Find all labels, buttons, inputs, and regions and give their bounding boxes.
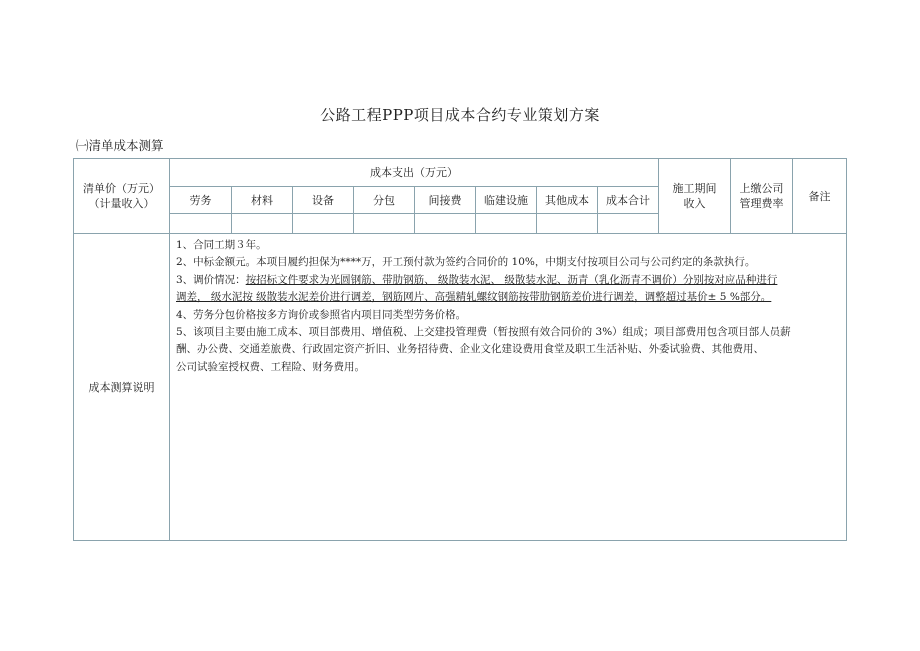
- desc-label: 成本测算说明: [74, 234, 170, 541]
- header-management-fee: 上缴公司 管理费率: [731, 159, 793, 234]
- cell-labor: [170, 214, 232, 234]
- cell-temporary: [476, 214, 537, 234]
- cell-indirect: [415, 214, 476, 234]
- subheader-total: 成本合计: [598, 187, 659, 214]
- desc-line-5: 5、该项目主要由施工成本、项目部费用、增值税、上交建投管理费（暂按照有效合同价的 3%）组成；项目部费用包含项目部人员薪: [176, 326, 791, 339]
- cell-other: [537, 214, 598, 234]
- subheader-temporary: 临建设施: [476, 187, 537, 214]
- desc-line-5-cont: 酬、办公费、交通差旅费、行政固定资产折旧、业务招待费、企业文化建设费用食堂及职工生活补贴、外委试验费、其他费用、: [176, 343, 764, 356]
- subheader-equipment: 设备: [293, 187, 354, 214]
- header-bill-price: 清单价（万元） （计量收入）: [74, 159, 170, 234]
- subheader-labor: 劳务: [170, 187, 232, 214]
- cell-total: [598, 214, 659, 234]
- cell-materials: [232, 214, 293, 234]
- subheader-indirect: 间接费: [415, 187, 476, 214]
- desc-content: [170, 234, 847, 541]
- cost-table: [73, 158, 847, 541]
- header-remark: 备注: [793, 159, 847, 234]
- subheader-subcontract: 分包: [354, 187, 415, 214]
- cell-equipment: [293, 214, 354, 234]
- desc-line-3-cont: 调差， 级水泥按 级散装水泥差价进行调差，钢筋网片、高强精轧螺纹钢筋按带肋钢筋差价进行调差，调整超过基价± 5 %部分。: [176, 291, 772, 304]
- subheader-other: 其他成本: [537, 187, 598, 214]
- desc-line-1: 1、合同工期３年。: [176, 239, 267, 251]
- section-heading: ㈠清单成本测算: [76, 138, 164, 153]
- desc-line-3: 3、调价情况：按招标文件要求为光圆钢筋、带肋钢筋、 级散装水泥、 级散装水泥、沥青（乳化沥青不调价）分别按对应品种进行: [176, 273, 778, 286]
- header-cost-expense: 成本支出（万元）: [170, 159, 659, 187]
- cell-subcontract: [354, 214, 415, 234]
- desc-line-4: 4、劳务分包价格按多方询价或参照省内项目同类型劳务价格。: [176, 308, 467, 321]
- header-period-income: 施工期间 收入: [659, 159, 731, 234]
- desc-line-2: 2、中标金额元。本项目履约担保为****万，开工预付款为签约合同价的 10%，中期支付按项目公司与公司约定的条款执行。: [176, 256, 756, 269]
- subheader-materials: 材料: [232, 187, 293, 214]
- desc-line-5-end: 公司试验室授权费、工程险、财务费用。: [176, 360, 365, 373]
- document-title: 公路工程PPP项目成本合约专业策划方案: [320, 106, 600, 124]
